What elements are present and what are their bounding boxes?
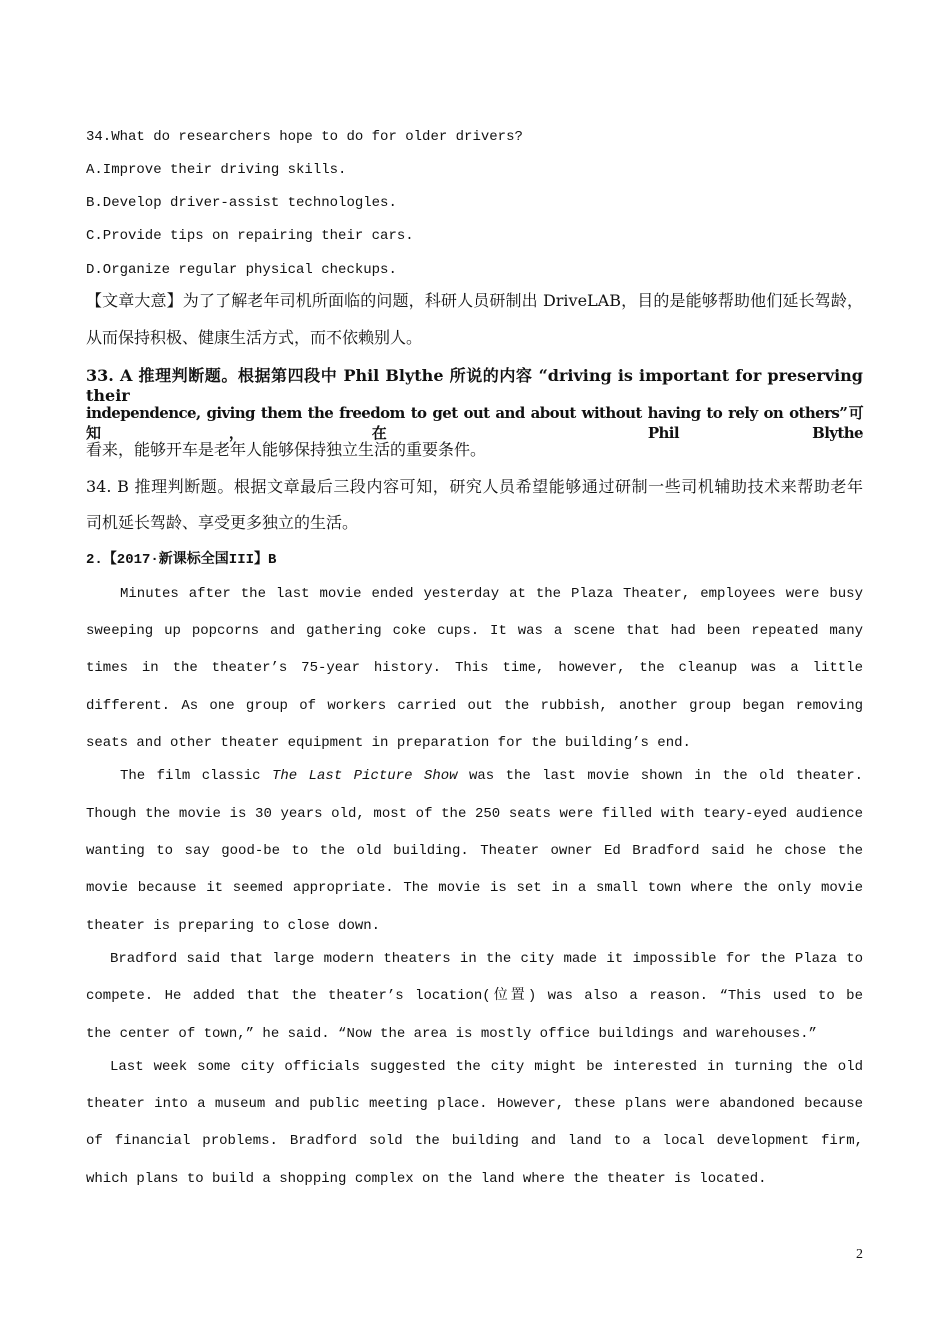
summary-line: 【文章大意】为了了解老年司机所面临的问题，科研人员研制出 DriveLAB，目的是能够帮助他们延长驾龄，: [86, 291, 863, 310]
option-b: B.Develop driver-assist technologles.: [86, 195, 397, 211]
passage-line: theater into a museum and public meeting place. However, these plans were abandoned because: [86, 1096, 863, 1112]
option-a: A.Improve their driving skills.: [86, 162, 347, 178]
answer33-line: 33. A 推理判断题。根据第四段中 Phil Blythe 所说的内容 “driving is important for preserving their: [86, 366, 863, 405]
option-c: C.Provide tips on repairing their cars.: [86, 228, 414, 244]
passage-line: the center of town,” he said. “Now the area is mostly office buildings and warehouses.”: [86, 1026, 817, 1042]
passage-line: different. As one group of workers carried out the rubbish, another group began removing: [86, 698, 863, 714]
question-stem: 34.What do researchers hope to do for older drivers?: [86, 129, 523, 145]
section-heading: 2.【2017·新课标全国III】B: [86, 552, 277, 568]
passage-line: theater is preparing to close down.: [86, 918, 381, 934]
passage-line: seats and other theater equipment in preparation for the building’s end.: [86, 735, 691, 751]
answer34-line: 34. B 推理判断题。根据文章最后三段内容可知，研究人员希望能够通过研制一些司机辅助技术来帮助老年: [86, 477, 863, 496]
text: The film classic: [120, 768, 261, 784]
passage-line: which plans to build a shopping complex on the land where the theater is located.: [86, 1171, 767, 1187]
passage-line: wanting to say good-be to the old building. Theater owner Ed Bradford said he chose the: [86, 843, 863, 859]
passage-line: Bradford said that large modern theaters in the city made it impossible for the Plaza to: [110, 951, 863, 967]
passage-line: compete. He added that the theater’s location(位置) was also a reason. “This used to be: [86, 988, 863, 1004]
movie-title: The Last Picture Show: [271, 768, 458, 784]
passage-line: Minutes after the last movie ended yesterday at the Plaza Theater, employees were busy: [120, 586, 863, 602]
page-number: 2: [856, 1247, 863, 1262]
answer33-line: 看来，能够开车是老年人能够保持独立生活的重要条件。: [86, 440, 487, 459]
passage-line: Though the movie is 30 years old, most of the 250 seats were filled with teary-eyed audience: [86, 806, 863, 822]
passage-line: times in the theater’s 75-year history. This time, however, the cleanup was a little: [86, 660, 863, 676]
summary-line: 从而保持积极、健康生活方式，而不依赖别人。: [86, 328, 423, 347]
answer34-line: 司机延长驾龄、享受更多独立的生活。: [86, 513, 359, 532]
passage-line: of financial problems. Bradford sold the building and land to a local development firm,: [86, 1133, 863, 1149]
passage-line: [120, 766, 863, 786]
passage-line: movie because it seemed appropriate. The movie is set in a small town where the only movie: [86, 880, 863, 896]
text: was the last movie shown in the old theater.: [468, 768, 863, 784]
passage-line: sweeping up popcorns and gathering coke cups. It was a scene that had been repeated many: [86, 623, 863, 639]
answer33-line: independence, giving them the freedom to get out and about without having to rely on others”可知，在 Phil Blythe: [86, 404, 863, 442]
passage-line: Last week some city officials suggested the city might be interested in turning the old: [110, 1059, 863, 1075]
option-d: D.Organize regular physical checkups.: [86, 262, 397, 278]
